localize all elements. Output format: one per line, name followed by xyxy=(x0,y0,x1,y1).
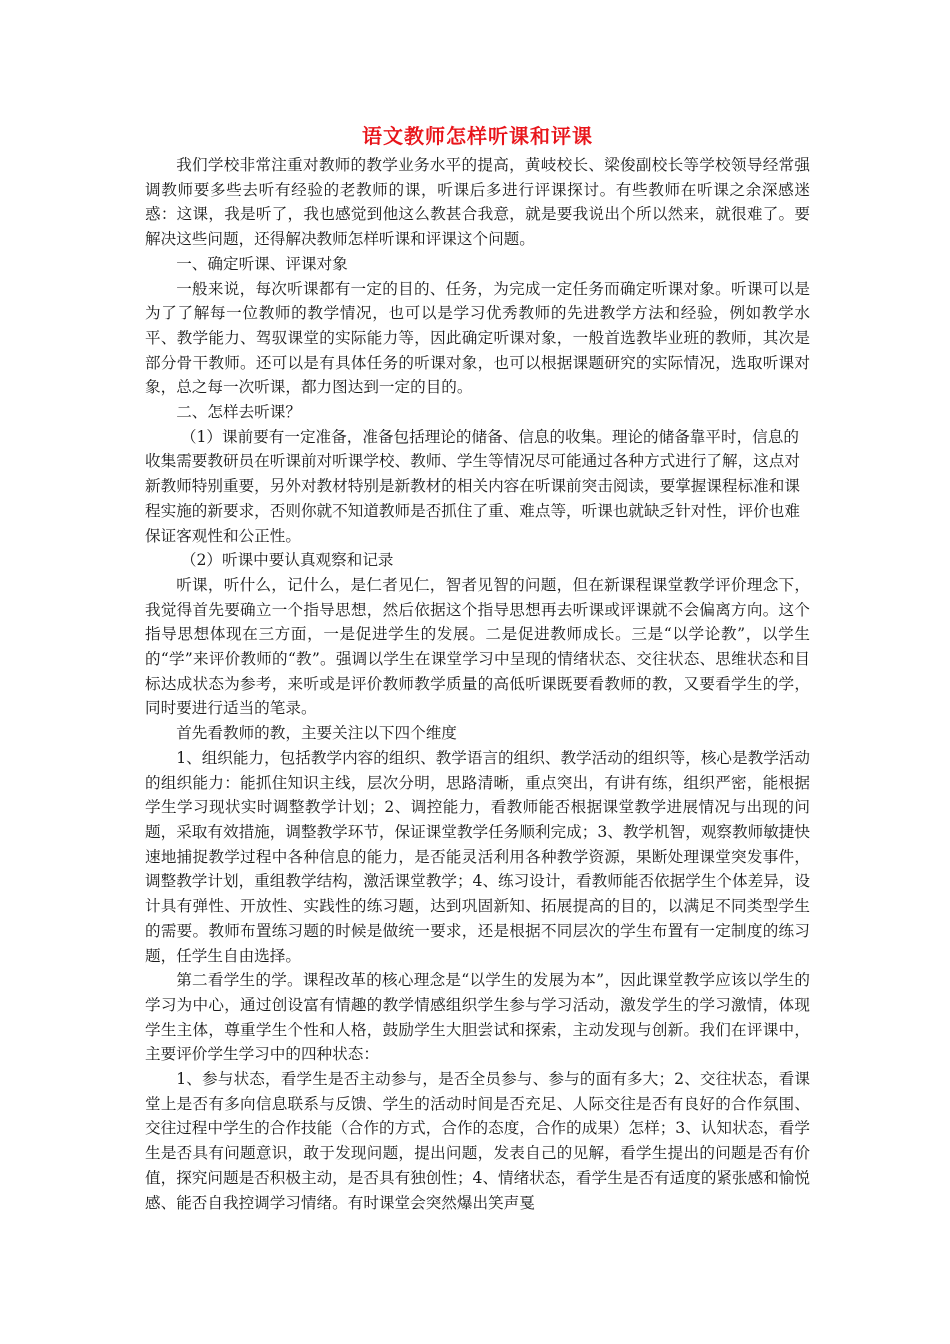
point-2-paragraph: 听课，听什么，记什么，是仁者见仁，智者见智的问题，但在新课程课堂教学评价理念下，我觉得首先要确立一个指导思想，然后依据这个指导思想再去听课或评课就不会偏离方向。这个指导思想体现在三方面，一是促进学生的发展。二是促进教师成长。三是“以学论教”，以学生的“学”来评价教师的“教”。强调以学生在课堂学习中呈现的情绪状态、交往状态、思维状态和目标达成状态为参考，来听或是评价教师教学质量的高低听课既要看教师的教，又要看学生的学，同时要进行适当的笔录。 xyxy=(145,575,810,718)
section-1-heading: 一、确定听课、评课对象 xyxy=(176,254,348,273)
section-2-heading: 二、怎样去听课？ xyxy=(176,403,301,422)
section-1-paragraph: 一般来说，每次听课都有一定的目的、任务，为完成一定任务而确定听课对象。听课可以是为了了解每一位教师的教学情况，也可以是学习优秀教师的先进教学方法和经验，例如教学水平、教学能力、驾驭课堂的实际能力等，因此确定听课对象，一般首选教毕业班的教师，其次是部分骨干教师。还可以是有具体任务的听课对象，也可以根据课题研究的实际情况，选取听课对象，总之每一次听课，都力图达到一定的目的。 xyxy=(145,279,810,397)
document-page xyxy=(145,121,810,1215)
states-paragraph: 1、参与状态，看学生是否主动参与，是否全员参与、参与的面有多大；2、交往状态，看课堂上是否有多向信息联系与反馈、学生的活动时间是否充足、人际交往是否有良好的合作氛围、交往过程中学生的合作技能（合作的方式，合作的态度，合作的成果）怎样；3、认知状态，看学生是否具有问题意识，敢于发现问题，提出问题，发表自己的见解，看学生提出的问题是否有价值，探究问题是否积极主动，是否具有独创性；4、情绪状态，看学生是否有适度的紧张感和愉悦感、能否自我控调学习情绪。有时课堂会突然爆出笑声戛 xyxy=(145,1070,810,1212)
point-2-heading: （2）听课中要认真观察和记录 xyxy=(180,551,394,570)
teacher-paragraph: 1、组织能力，包括教学内容的组织、教学语言的组织、教学活动的组织等，核心是教学活动的组织能力：能抓住知识主线，层次分明，思路清晰，重点突出，有讲有练，组织严密，能根据学生学习现状实时调整教学计划；2、调控能力，看教师能否根据课堂教学进展情况与出现的问题，采取有效措施，调整教学环节，保证课堂教学任务顺利完成；3、教学机智，观察教师敏捷快速地捕捉教学过程中各种信息的能力，是否能灵活利用各种教学资源，果断处理课堂突发事件，调整教学计划，重组教学结构，激活课堂教学；4、练习设计，看教师能否依据学生个体差异，设计具有弹性、开放性、实践性的练习题，达到巩固新知、拓展提高的目的，以满足不同类型学生的需要。教师布置练习题的时候是做统一要求，还是根据不同层次的学生布置有一定制度的练习题，任学生自由选择。 xyxy=(145,748,810,965)
student-paragraph: 第二看学生的学。课程改革的核心理念是“以学生的发展为本”，因此课堂教学应该以学生的学习为中心，通过创设富有情趣的教学情感组织学生参与学习活动，激发学生的学习激情，体现学生主体，尊重学生个性和人格，鼓励学生大胆尝试和探索，主动发现与创新。我们在评课中，主要评价学生学习中的四种状态： xyxy=(145,971,810,1064)
point-1-paragraph: （1）课前要有一定准备，准备包括理论的储备、信息的收集。理论的储备靠平时，信息的收集需要教研员在听课前对听课学校、教师、学生等情况尽可能通过各种方式进行了解，这点对新教师特别重要，另外对教材特别是新教材的相关内容在听课前突击阅读，要掌握课程标准和课程实施的新要求，否则你就不知道教师是否抓住了重、难点等，听课也就缺乏针对性，评价也难保证客观性和公正性。 xyxy=(145,427,800,545)
document-title: 语文教师怎样听课和评课 xyxy=(362,124,593,148)
intro-paragraph: 我们学校非常注重对教师的教学业务水平的提高，黄岐校长、梁俊副校长等学校领导经常强调教师要多些去听有经验的老教师的课，听课后多进行评课探讨。有些教师在听课之余深感迷惑：这课，我是听了，我也感觉到他这么教甚合我意，就是要我说出个所以然来，就很难了。要解决这些问题，还得解决教师怎样听课和评课这个问题。 xyxy=(145,156,810,249)
teacher-heading: 首先看教师的教，主要关注以下四个维度 xyxy=(176,724,457,743)
